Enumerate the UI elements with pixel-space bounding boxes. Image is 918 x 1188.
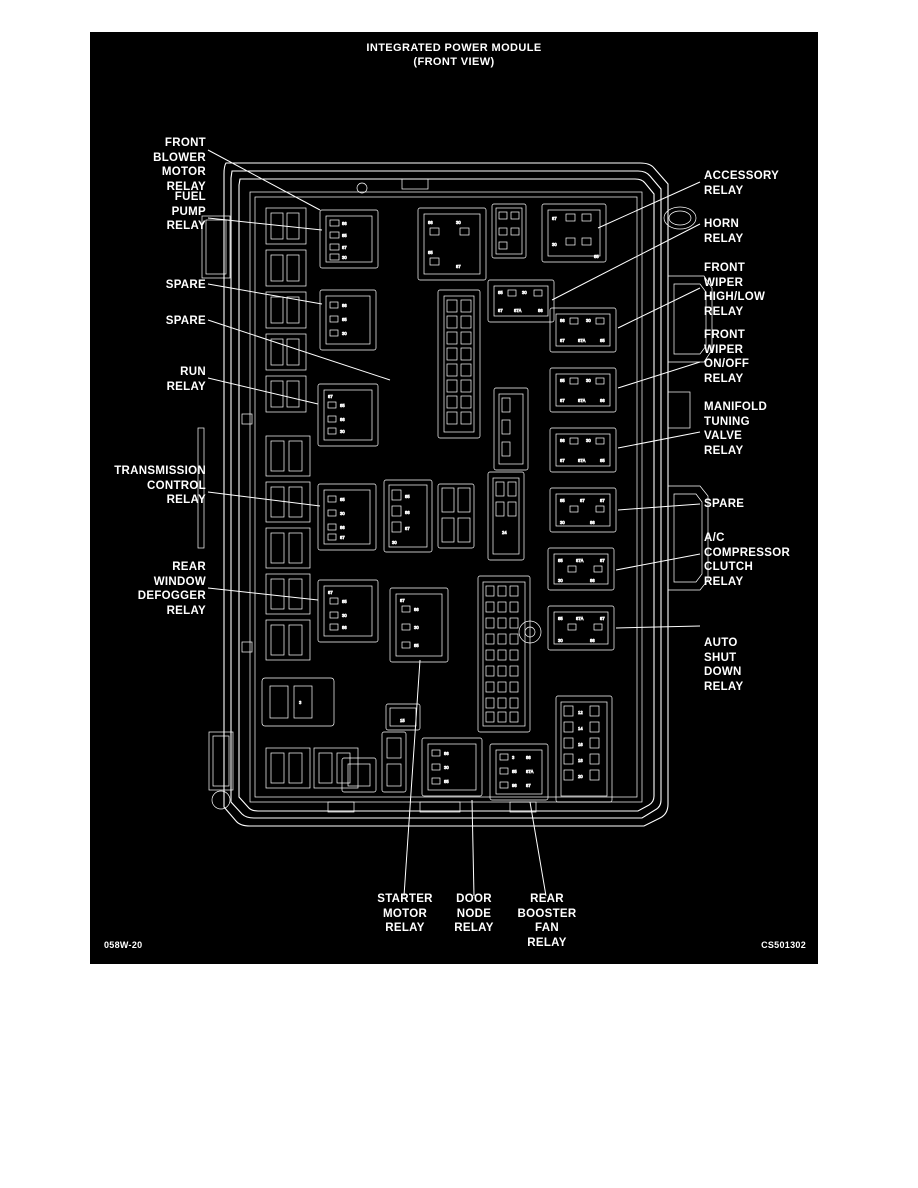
svg-text:87A: 87A [578, 338, 586, 343]
svg-text:30: 30 [456, 220, 461, 225]
svg-text:86: 86 [414, 607, 419, 612]
svg-text:87: 87 [526, 783, 531, 788]
figure-code-right: CS501302 [761, 940, 806, 950]
svg-text:87A: 87A [576, 558, 584, 563]
ipm-figure [90, 32, 818, 964]
svg-text:87: 87 [580, 498, 585, 503]
svg-text:30: 30 [342, 331, 347, 336]
svg-text:3: 3 [299, 700, 302, 705]
svg-text:86: 86 [340, 525, 345, 530]
svg-text:87: 87 [400, 598, 405, 603]
svg-text:85: 85 [342, 317, 347, 322]
svg-text:24: 24 [502, 530, 507, 535]
svg-text:86: 86 [590, 520, 595, 525]
svg-text:15: 15 [400, 718, 405, 723]
svg-text:30: 30 [558, 638, 563, 643]
svg-text:87A: 87A [576, 616, 584, 621]
svg-text:86: 86 [342, 625, 347, 630]
label-auto-shut-down-relay: AUTO SHUT DOWN RELAY [704, 637, 744, 693]
svg-text:87: 87 [560, 458, 565, 463]
svg-text:86: 86 [560, 318, 565, 323]
svg-text:87: 87 [328, 590, 333, 595]
svg-text:30: 30 [414, 625, 419, 630]
svg-text:85: 85 [560, 378, 565, 383]
svg-text:85: 85 [600, 338, 605, 343]
figure-code-left: 058W-20 [104, 940, 143, 950]
svg-text:30: 30 [522, 290, 527, 295]
svg-text:30: 30 [444, 765, 449, 770]
svg-text:85: 85 [558, 616, 563, 621]
svg-text:87: 87 [342, 245, 347, 250]
svg-text:87: 87 [498, 308, 503, 313]
svg-text:86: 86 [342, 303, 347, 308]
label-manifold-tuning-valve-relay: MANIFOLD TUNING VALVE RELAY [704, 401, 768, 457]
svg-text:86: 86 [405, 510, 410, 515]
label-front-wiper-on-off-relay: FRONT WIPER ON/OFF RELAY [704, 329, 750, 385]
svg-text:87: 87 [560, 398, 565, 403]
svg-text:30: 30 [340, 429, 345, 434]
svg-text:87: 87 [405, 526, 410, 531]
label-spare-3: SPARE [704, 498, 745, 510]
label-spare-1: SPARE [165, 279, 206, 291]
svg-text:18: 18 [578, 758, 583, 763]
svg-text:3: 3 [512, 755, 515, 760]
svg-text:30: 30 [392, 540, 397, 545]
label-door-node-relay: DOOR NODE RELAY [454, 893, 494, 934]
label-run-relay: RUN RELAY [166, 366, 206, 393]
svg-text:87: 87 [340, 535, 345, 540]
label-front-blower-motor-relay: FRONT BLOWER MOTOR RELAY [153, 137, 206, 193]
svg-text:86: 86 [444, 751, 449, 756]
svg-text:85: 85 [342, 233, 347, 238]
svg-text:30: 30 [342, 255, 347, 260]
svg-text:87A: 87A [578, 398, 586, 403]
svg-text:87: 87 [600, 616, 605, 621]
svg-text:85: 85 [405, 494, 410, 499]
svg-text:14: 14 [578, 726, 583, 731]
label-rear-booster-fan-relay: REAR BOOSTER FAN RELAY [517, 893, 577, 949]
svg-text:30: 30 [560, 520, 565, 525]
svg-text:85: 85 [340, 403, 345, 408]
svg-text:85: 85 [414, 643, 419, 648]
svg-text:30: 30 [552, 242, 557, 247]
label-fuel-pump-relay: FUEL PUMP RELAY [166, 191, 206, 232]
svg-text:87A: 87A [514, 308, 522, 313]
svg-text:85: 85 [560, 498, 565, 503]
svg-text:30: 30 [586, 438, 591, 443]
svg-text:86: 86 [560, 438, 565, 443]
svg-text:30: 30 [340, 511, 345, 516]
svg-text:85: 85 [498, 290, 503, 295]
label-accessory-relay: ACCESSORY RELAY [704, 170, 780, 197]
svg-text:87: 87 [552, 216, 557, 221]
svg-text:30: 30 [586, 318, 591, 323]
svg-text:85: 85 [558, 558, 563, 563]
svg-text:30: 30 [342, 613, 347, 618]
svg-text:86: 86 [340, 417, 345, 422]
label-spare-2: SPARE [165, 315, 206, 327]
svg-text:85: 85 [444, 779, 449, 784]
svg-text:30: 30 [558, 578, 563, 583]
svg-text:30: 30 [586, 378, 591, 383]
label-rear-window-defogger-relay: REAR WINDOW DEFOGGER RELAY [137, 561, 206, 617]
label-horn-relay: HORN RELAY [704, 218, 744, 245]
svg-text:86: 86 [590, 578, 595, 583]
svg-text:86: 86 [342, 221, 347, 226]
svg-text:86: 86 [428, 220, 433, 225]
svg-text:20: 20 [578, 774, 583, 779]
label-ac-compressor-clutch-relay: A/C COMPRESSOR CLUTCH RELAY [704, 532, 791, 588]
svg-text:87: 87 [600, 498, 605, 503]
label-front-wiper-high-low-relay: FRONT WIPER HIGH/LOW RELAY [704, 262, 766, 318]
svg-text:85: 85 [512, 769, 517, 774]
svg-text:85: 85 [600, 458, 605, 463]
svg-text:85: 85 [428, 250, 433, 255]
svg-text:87A: 87A [578, 458, 586, 463]
svg-text:85: 85 [594, 254, 599, 259]
svg-text:85: 85 [340, 497, 345, 502]
svg-text:86: 86 [590, 638, 595, 643]
svg-text:87: 87 [600, 558, 605, 563]
figure-title-line1: INTEGRATED POWER MODULE [366, 42, 542, 54]
label-transmission-control-relay: TRANSMISSION CONTROL RELAY [114, 465, 206, 506]
svg-text:12: 12 [578, 710, 583, 715]
svg-text:87: 87 [560, 338, 565, 343]
svg-text:98: 98 [512, 783, 517, 788]
svg-text:86: 86 [538, 308, 543, 313]
svg-text:16: 16 [578, 742, 583, 747]
svg-text:86: 86 [526, 755, 531, 760]
figure-title-line2: (FRONT VIEW) [413, 56, 495, 68]
svg-text:87: 87 [456, 264, 461, 269]
svg-text:87: 87 [328, 394, 333, 399]
label-starter-motor-relay: STARTER MOTOR RELAY [377, 893, 433, 934]
svg-text:86: 86 [600, 398, 605, 403]
svg-text:87A: 87A [526, 769, 534, 774]
svg-text:85: 85 [342, 599, 347, 604]
